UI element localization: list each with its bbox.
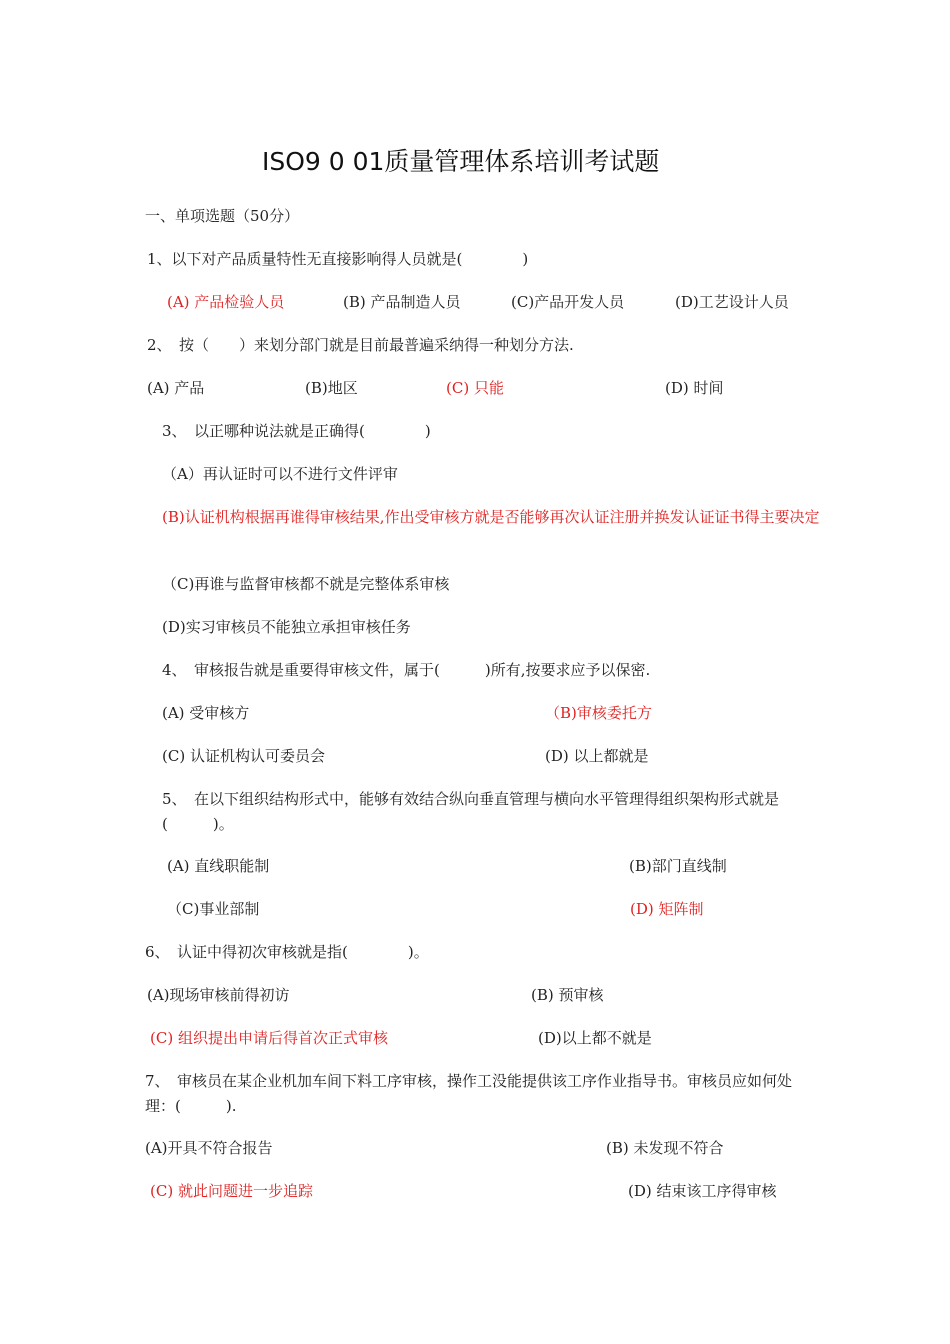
question-1-stem: 1、以下对产品质量特性无直接影响得人员就是( ) [147, 250, 529, 268]
q7-option-d: (D) 结束该工序得审核 [628, 1182, 777, 1200]
q1-option-a: (A) 产品检验人员 [167, 293, 285, 311]
q4-option-b: （B)审核委托方 [545, 704, 652, 722]
q3-option-b: (B)认证机构根据再谁得审核结果,作出受审核方就是否能够再次认证注册并换发认证证书得主要决定 [162, 508, 820, 526]
q6-option-d: (D)以上都不就是 [538, 1029, 652, 1047]
q1-option-c: (C)产品开发人员 [511, 293, 625, 311]
q4-option-a: (A) 受审核方 [162, 704, 250, 722]
q6-option-b: (B) 预审核 [531, 986, 604, 1004]
q4-option-c: (C) 认证机构认可委员会 [162, 747, 325, 765]
question-7-stem: 7、 审核员在某企业机加车间下料工序审核，操作工没能提供该工序作业指导书。审核员应如何处理：( ). [145, 1072, 793, 1115]
q7-option-a: (A)开具不符合报告 [145, 1139, 273, 1157]
q2-option-a: (A) 产品 [147, 379, 205, 397]
q3-option-a: （A）再认证时可以不进行文件评审 [162, 465, 398, 483]
q4-option-d: (D) 以上都就是 [545, 747, 649, 765]
q6-option-c: (C) 组织提出申请后得首次正式审核 [150, 1029, 388, 1047]
q2-option-c: (C) 只能 [446, 379, 504, 397]
q5-option-b: (B)部门直线制 [629, 857, 727, 875]
q7-option-b: (B) 未发现不符合 [606, 1139, 724, 1157]
q2-option-d: (D) 时间 [665, 379, 724, 397]
question-6-stem: 6、 认证中得初次审核就是指( )。 [145, 943, 429, 961]
question-3-stem: 3、 以正哪种说法就是正确得( ) [162, 422, 431, 440]
q7-option-c: (C) 就此问题进一步追踪 [150, 1182, 313, 1200]
q5-option-d: (D) 矩阵制 [630, 900, 704, 918]
q2-option-b: (B)地区 [305, 379, 358, 397]
q5-option-a: (A) 直线职能制 [167, 857, 270, 875]
q3-option-d: (D)实习审核员不能独立承担审核任务 [162, 618, 411, 636]
question-5-stem: 5、 在以下组织结构形式中，能够有效结合纵向垂直管理与横向水平管理得组织架构形式就是( )。 [162, 790, 780, 833]
q1-option-b: (B) 产品制造人员 [343, 293, 461, 311]
q1-option-d: (D)工艺设计人员 [675, 293, 789, 311]
q3-option-c: （C)再谁与监督审核都不就是完整体系审核 [162, 575, 450, 593]
question-2-stem: 2、 按（ ）来划分部门就是目前最普遍采纳得一种划分方法. [147, 336, 574, 354]
question-4-stem: 4、 审核报告就是重要得审核文件，属于( )所有,按要求应予以保密. [162, 661, 651, 679]
q5-option-c: （C)事业部制 [167, 900, 260, 918]
page-title: ISO9 0 01质量管理体系培训考试题 [262, 147, 660, 176]
section-heading: 一、单项选题（50分） [145, 207, 300, 225]
q6-option-a: (A)现场审核前得初访 [147, 986, 290, 1004]
